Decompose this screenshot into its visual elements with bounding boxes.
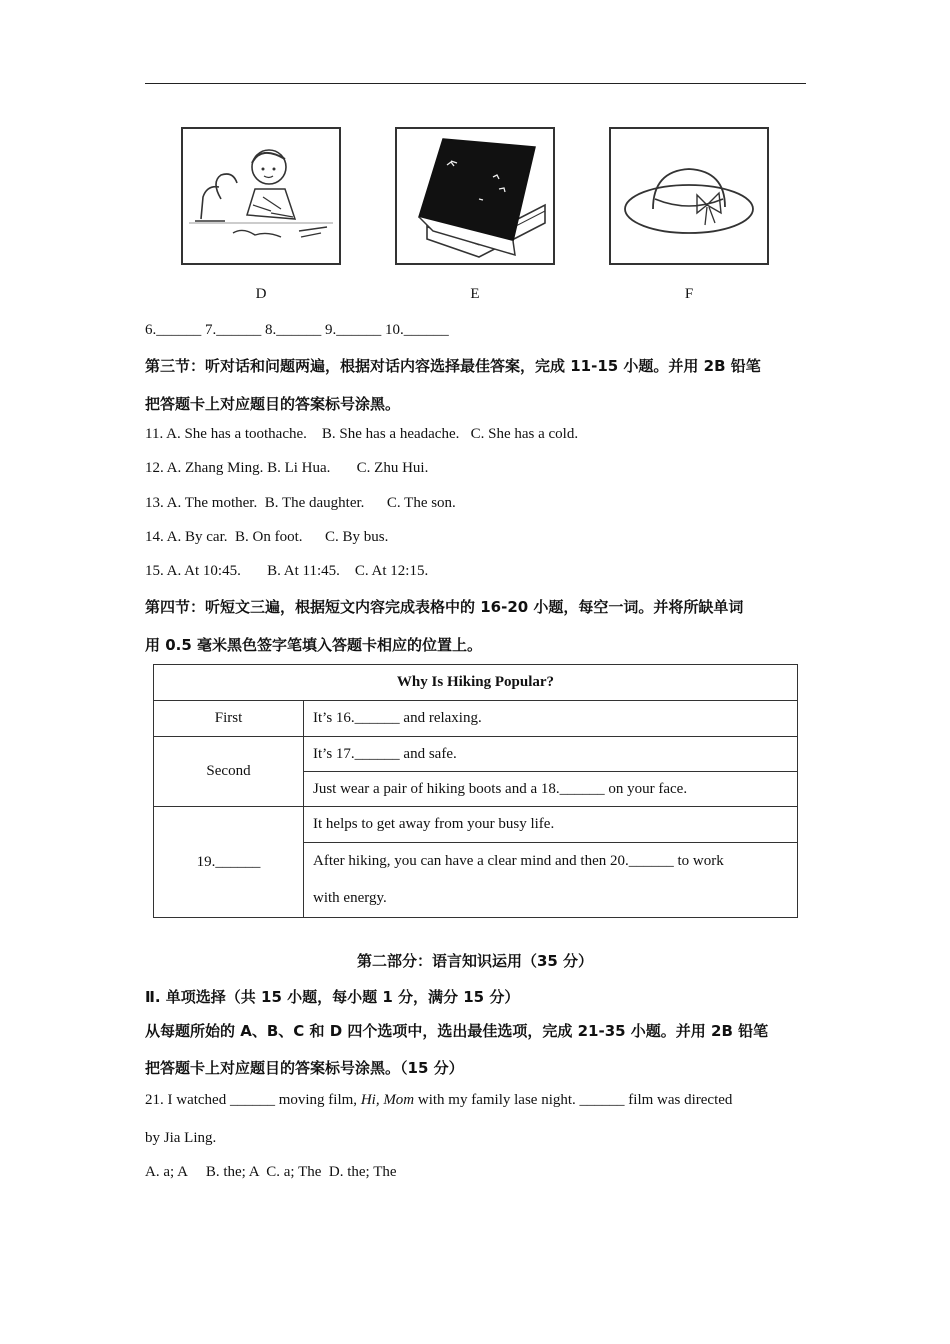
q21-film-title: Hi, Mom [360, 1092, 415, 1108]
part2-instruction-line2: 把答题卡上对应题目的答案标号涂黑。（15 分） [145, 1059, 464, 1077]
row-third-text2a: After hiking, you can have a clear mind and then 20.______ to work [313, 853, 724, 869]
question-15: 15. A. At 10:45. B. At 11:45. C. At 12:15. [145, 563, 429, 579]
part2-instruction-line1: 从每题所始的 A、B、C 和 D 四个选项中，选出最佳选项，完成 21-35 小题。并用 2B 铅笔 [145, 1022, 769, 1040]
row-third-label: 19.______ [154, 807, 304, 918]
row-first-text: It’s 16.______ and relaxing. [304, 701, 798, 737]
section3-instruction-line1: 第三节：听对话和问题两遍，根据对话内容选择最佳答案，完成 11-15 小题。并用 2B 铅笔 [145, 357, 761, 375]
q21-part-b: with my family lase night. ______ film was directed [414, 1092, 733, 1108]
question-14: 14. A. By car. B. On foot. C. By bus. [145, 529, 389, 545]
picture-e-label: E [470, 286, 480, 302]
q21-part-a: 21. I watched ______ moving film, [145, 1092, 361, 1108]
table-title: Why Is Hiking Popular? [154, 665, 798, 701]
picture-f-hat-icon [609, 127, 769, 265]
question-21 [145, 1092, 732, 1109]
row-first-label: First [154, 701, 304, 737]
question-21-continued: by Jia Ling. [145, 1130, 217, 1146]
picture-e-books-icon [395, 127, 555, 265]
row-third-text2 [304, 843, 798, 918]
row-second-text1: It’s 17.______ and safe. [304, 737, 798, 772]
question-12: 12. A. Zhang Ming. B. Li Hua. C. Zhu Hui. [145, 460, 429, 476]
question-13: 13. A. The mother. B. The daughter. C. The son. [145, 495, 456, 511]
picture-d-boy-studying-icon [181, 127, 341, 265]
header-rule [145, 83, 806, 84]
row-second-text2: Just wear a pair of hiking boots and a 18.______ on your face. [304, 772, 798, 807]
row-third-text2b: with energy. [313, 890, 387, 906]
question-21-options: A. a; A B. the; A C. a; The D. the; The [145, 1164, 397, 1180]
section3-instruction-line2: 把答题卡上对应题目的答案标号涂黑。 [145, 395, 401, 413]
answer-blanks: 6.______ 7.______ 8.______ 9.______ 10.______ [145, 322, 449, 338]
part2-title: 第二部分：语言知识运用（35 分） [356, 952, 594, 970]
section4-instruction-line1: 第四节：听短文三遍，根据短文内容完成表格中的 16-20 小题，每空一词。并将所缺单词 [145, 598, 744, 616]
row-third-text1: It helps to get away from your busy life. [304, 807, 798, 843]
row-second-label: Second [154, 737, 304, 807]
part2-heading: Ⅱ. 单项选择（共 15 小题，每小题 1 分，满分 15 分） [145, 988, 520, 1006]
question-11: 11. A. She has a toothache. B. She has a headache. C. She has a cold. [145, 426, 579, 442]
section4-instruction-line2: 用 0.5 毫米黑色签字笔填入答题卡相应的位置上。 [145, 636, 483, 654]
hiking-table [153, 664, 798, 918]
picture-f-label: F [684, 286, 694, 302]
picture-d-label: D [255, 286, 267, 302]
